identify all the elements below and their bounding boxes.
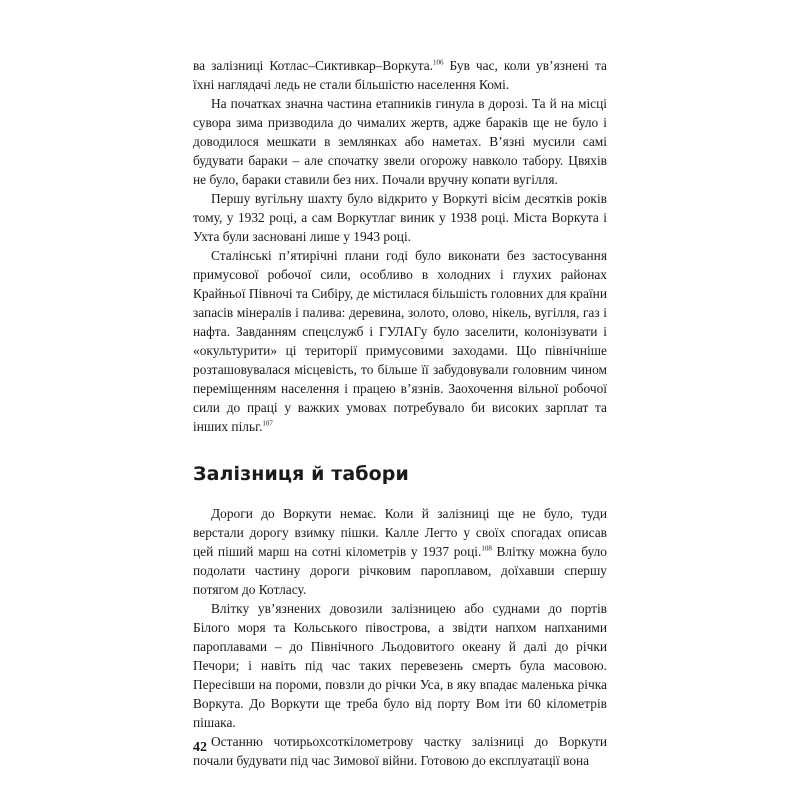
paragraph-4: Сталінські п’ятирічні плани годі було виконати без застосування примусової робочої сили, особливо в холодних і глухих районах Крайньої Півночі та Сибіру, де містилася більшість головних для країни запасів мінералів і палива: деревина, золото, олово, нікель, вугілля, газ і нафта. Завданням спецслужб і ГУЛАГу було заселити, колонізувати і «окультурити» ці території примусовими заходами. Що північніше розташовувалася місцевість, то більше її забудовували головним чином переміщенням населення і працею в’язнів. Заохочення вільної робочої сили до праці у важких умовах потребувало би високих зарплат та інших пільг.$^{107}$ — [193, 248, 607, 434]
footnote-ref-107: 107 — [262, 419, 273, 428]
paragraph-3: Першу вугільну шахту було відкрито у Воркуті вісім десятків років тому, у 1932 році, а сам Воркутлаг виник у 1938 році. Міста Воркута і Ухта були засновані лише у 1943 році. — [193, 191, 607, 244]
section-heading: Залізниця й табори — [193, 463, 409, 485]
paragraph-5: Дороги до Воркути немає. Коли й залізниці ще не було, туди верстали дорогу взимку пішки. Калле Легто у своїх спогадах описав цей піший марш на сотні кілометрів у 1937 році.$^{108}$ Влітку можна було подолати частину дороги річковим пароплавом, доїхавши спершу потягом до Котласу. — [193, 506, 607, 597]
paragraph-7: Останню чотирьохсоткілометрову частку залізниці до Воркути почали будувати під час Зимової війни. Готовою до експлуатації вона — [193, 734, 607, 768]
footnote-ref-106: 106 — [433, 58, 444, 67]
page-number: 42 — [193, 740, 207, 755]
paragraph-1: ва залізниці Котлас–Сиктивкар–Воркута.$^{106}$ Був час, коли ув’язнені та їхні наглядачі ледь не стали більшістю населення Комі. — [193, 58, 608, 92]
paragraph-6: Влітку ув’язнених довозили залізницею або суднами до портів Білого моря та Кольського півострова, а звідти напхом напханими пароплавами – до Північного Льодовитого океану й далі до річки Печори; і навіть під час таких перевезень смерть була масовою. Пересівши на пороми, повзли до річки Уса, в яку впадає маленька річка Воркута. До Воркути ще треба було від порту Вом іти 60 кілометрів пішака. — [193, 601, 607, 730]
footnote-ref-108: 108 — [481, 544, 492, 553]
paragraph-2: На початках значна частина етапників гинула в дорозі. Та й на місці сувора зима призводила до чималих жертв, адже бараків ще не було і доводилося мешкати в землянках або наметах. В’язні мусили самі будувати бараки – але спочатку звели огорожу навколо табору. Цвяхів не було, бараки ставили без них. Почали вручну копати вугілля. — [193, 96, 607, 187]
book-page — [193, 56, 607, 776]
